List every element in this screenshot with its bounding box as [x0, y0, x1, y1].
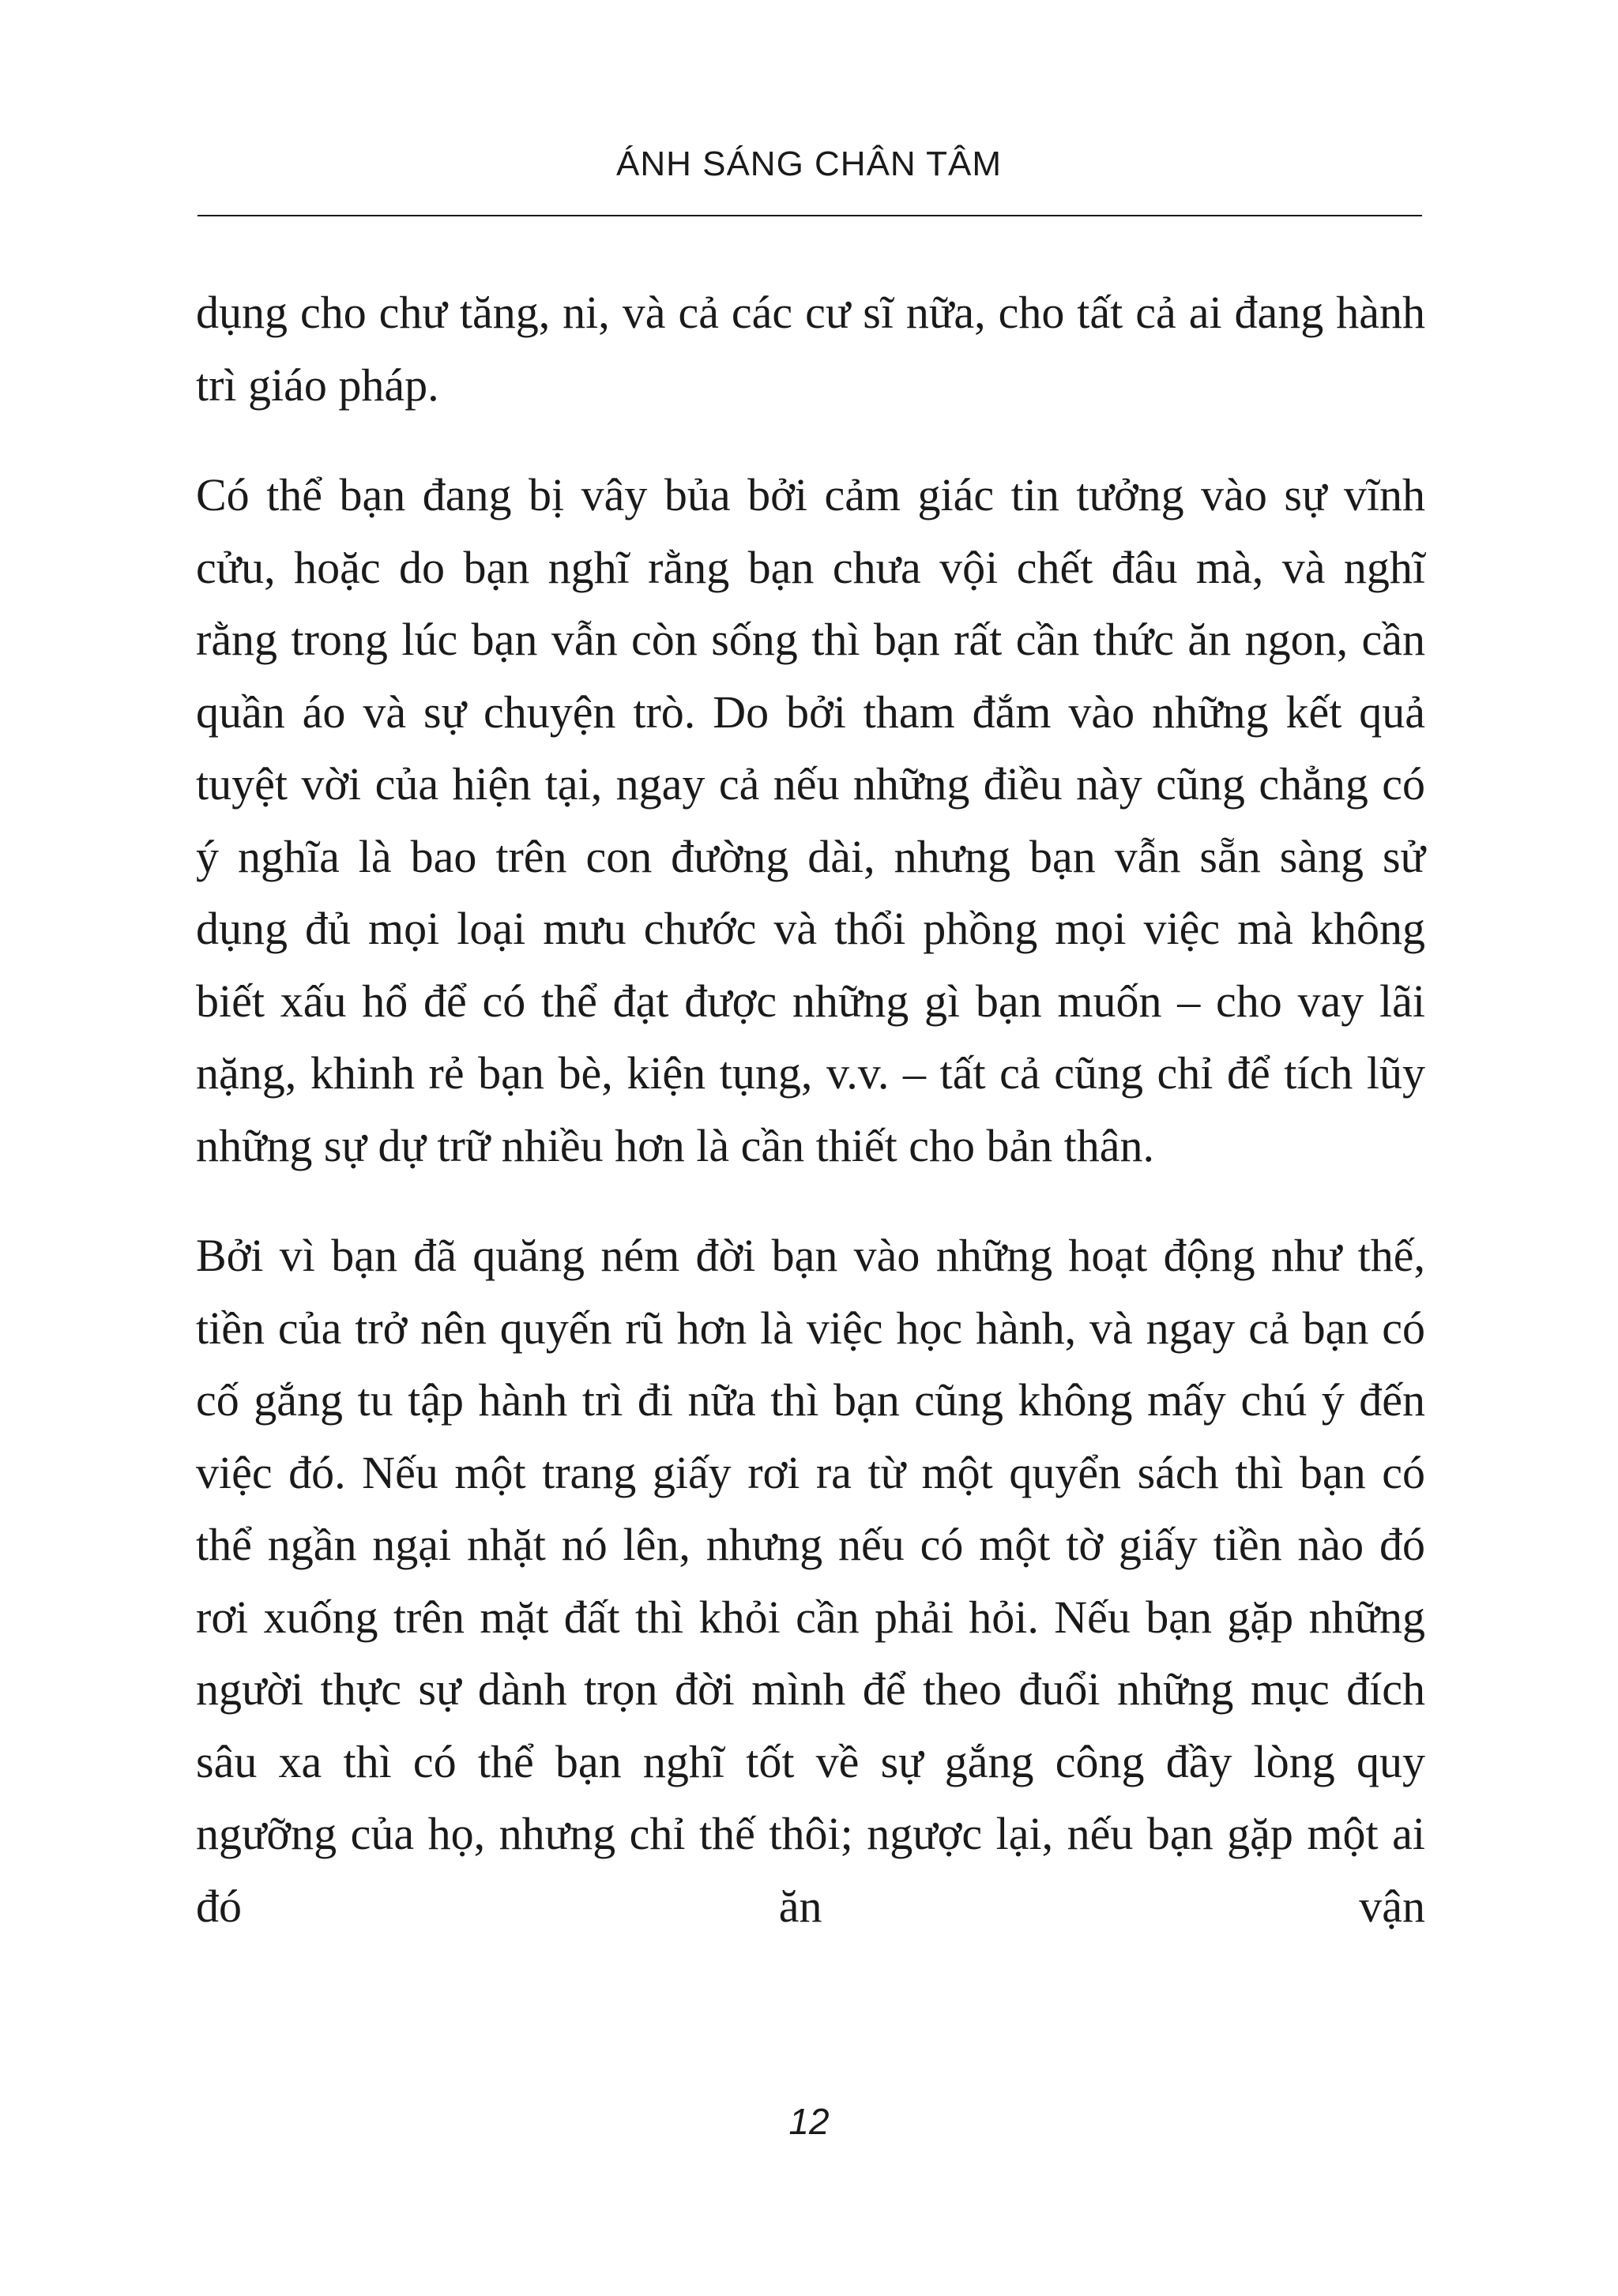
header-rule — [198, 215, 1422, 216]
body-text — [196, 276, 1425, 1980]
paragraph-1: dụng cho chư tăng, ni, và cả các cư sĩ nữa, cho tất cả ai đang hành trì giáo pháp. — [196, 287, 1425, 411]
paragraph-3: Bởi vì bạn đã quăng ném đời bạn vào những hoạt động như thế, tiền của trở nên quyến rũ hơn là việc học hành, và ngay cả bạn có cố gắng tu tập hành trì đi nữa thì bạn cũng không mấy chú ý đến việc đó. Nếu một trang giấy rơi ra từ một quyển sách thì bạn có thể ngần ngại nhặt nó lên, nhưng nếu có một tờ giấy tiền nào đó rơi xuống trên mặt đất thì khỏi cần phải hỏi. Nếu bạn gặp những người thực sự dành trọn đời mình để theo đuổi những mục đích sâu xa thì có thể bạn nghĩ tốt về sự gắng công đầy lòng quy ngưỡng của họ, nhưng chỉ thế thôi; ngược lại, nếu bạn gặp một ai đó ăn vận — [196, 1230, 1425, 1932]
paragraph-2: Có thể bạn đang bị vây bủa bởi cảm giác tin tưởng vào sự vĩnh cửu, hoặc do bạn nghĩ rằng bạn chưa vội chết đâu mà, và nghĩ rằng trong lúc bạn vẫn còn sống thì bạn rất cần thức ăn ngon, cần quần áo và sự chuyện trò. Do bởi tham đắm vào những kết quả tuyệt vời của hiện tại, ngay cả nếu những điều này cũng chẳng có ý nghĩa là bao trên con đường dài, nhưng bạn vẫn sẵn sàng sử dụng đủ mọi loại mưu chước và thổi phồng mọi việc mà không biết xấu hổ để có thể đạt được những gì bạn muốn – cho vay lãi nặng, khinh rẻ bạn bè, kiện tụng, v.v. – tất cả cũng chỉ để tích lũy những sự dự trữ nhiều hơn là cần thiết cho bản thân. — [196, 469, 1425, 1171]
running-header: ÁNH SÁNG CHÂN TÂM — [615, 145, 1003, 183]
page-number: 12 — [788, 2101, 830, 2142]
